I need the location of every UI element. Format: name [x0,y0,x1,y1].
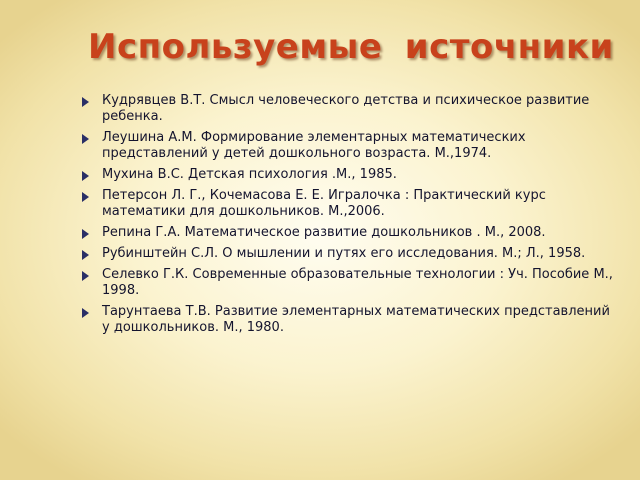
slide-title: Используемые источники [88,27,614,67]
source-text: Тарунтаева Т.В. Развитие элементарных математических представлений у дошкольников. М., 1980. [102,304,610,335]
list-item [80,167,620,183]
triangle-bullet-icon [82,134,89,144]
source-text: Рубинштейн С.Л. О мышлении и путях его исследования. М.; Л., 1958. [102,246,586,261]
source-text: Селевко Г.К. Современные образовательные технологии : Уч. Пособие М., 1998. [102,267,613,298]
list-item [80,304,620,336]
source-text: Леушина А.М. Формирование элементарных математических представлений у детей дошкольного возраста. М.,1974. [102,130,526,161]
triangle-bullet-icon [82,171,89,181]
source-text: Мухина В.С. Детская психология .М., 1985. [102,167,397,182]
triangle-bullet-icon [82,250,89,260]
list-item [80,93,620,125]
list-item [80,267,620,299]
triangle-bullet-icon [82,271,89,281]
source-text: Петерсон Л. Г., Кочемасова Е. Е. Игралочка : Практический курс математики для дошкольников. М.,2006. [102,188,546,219]
list-item [80,130,620,162]
sources-list [80,93,620,341]
list-item [80,225,620,241]
source-text: Репина Г.А. Математическое развитие дошкольников . М., 2008. [102,225,546,240]
triangle-bullet-icon [82,97,89,107]
source-text: Кудрявцев В.Т. Смысл человеческого детства и психическое развитие ребенка. [102,93,590,124]
list-item [80,188,620,220]
list-item [80,246,620,262]
triangle-bullet-icon [82,229,89,239]
triangle-bullet-icon [82,192,89,202]
triangle-bullet-icon [82,308,89,318]
